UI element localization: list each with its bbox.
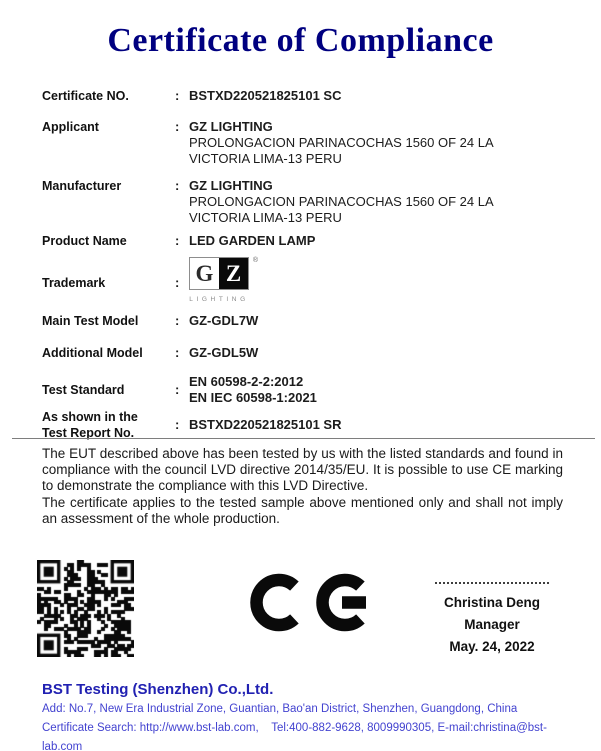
manufacturer-value: [189, 178, 562, 226]
certificate-title: Certificate of Compliance: [107, 22, 494, 59]
applicant-value: [189, 119, 562, 167]
gz-lighting-logo: [189, 257, 258, 308]
gz-logo-letter-g: G: [190, 258, 219, 289]
additional-model-label: Additional Model: [42, 346, 143, 360]
applicant-company: GZ LIGHTING: [189, 119, 273, 134]
gz-logo-box: [189, 257, 249, 290]
certificate-fields: [42, 88, 562, 441]
colon-separator: :: [175, 233, 180, 248]
gz-logo-subtext: LIGHTING: [189, 296, 249, 303]
field-row-trademark: [42, 257, 562, 308]
compliance-statement: [42, 446, 563, 527]
ce-mark-icon: [248, 571, 374, 634]
additional-model-value: GZ-GDL5W: [189, 345, 259, 360]
field-row-applicant: [42, 119, 562, 167]
test-report-no-value: BSTXD220521825101 SR: [189, 417, 342, 432]
trademark-value: [189, 257, 562, 308]
footer-company-name: BST Testing (Shenzhen) Co.,Ltd.: [42, 681, 274, 698]
main-test-model-value: GZ-GDL7W: [189, 313, 259, 328]
test-standard-line2: EN IEC 60598-1:2021: [189, 390, 317, 405]
trademark-label: Trademark: [42, 275, 106, 290]
colon-separator: :: [175, 88, 180, 103]
manufacturer-company: GZ LIGHTING: [189, 178, 273, 193]
issue-date: May. 24, 2022: [449, 639, 535, 654]
certificate-no-value: BSTXD220521825101 SC: [189, 88, 342, 103]
colon-separator: :: [175, 313, 180, 328]
product-name-value: LED GARDEN LAMP: [189, 233, 316, 248]
colon-separator: :: [175, 274, 180, 290]
qr-code-icon: [37, 560, 134, 657]
product-name-label: Product Name: [42, 234, 127, 248]
statement-paragraph-2: The certificate applies to the tested sample above mentioned only and shall not imply an assessment of the whole production.: [42, 494, 563, 526]
test-report-no-label-line2: Test Report No.: [42, 426, 135, 440]
separator-line: [12, 438, 595, 439]
signature-dotted-line: [435, 582, 549, 584]
test-standard-label: Test Standard: [42, 383, 125, 397]
certificate-no-label: Certificate NO.: [42, 89, 129, 103]
test-standard-value: [189, 374, 562, 406]
applicant-address-line1: PROLONGACION PARINACOCHAS 1560 OF 24 LA: [189, 135, 494, 150]
colon-separator: :: [175, 119, 180, 134]
colon-separator: :: [175, 345, 180, 360]
colon-separator: :: [175, 382, 180, 397]
manufacturer-label: Manufacturer: [42, 179, 122, 193]
footer-contact: Certificate Search: http://www.bst-lab.com, Tel:400-882-9628, 8009990305, E-mail:christina@bst-lab.com: [42, 722, 547, 751]
test-standard-line1: EN 60598-2-2:2012: [189, 374, 304, 389]
gz-logo-letter-z: Z: [219, 258, 248, 289]
signatory-title: Manager: [464, 617, 520, 632]
manufacturer-address-line2: VICTORIA LIMA-13 PERU: [189, 210, 342, 225]
test-report-no-label: [42, 409, 175, 441]
field-row-test-report-no: [42, 409, 562, 441]
main-test-model-label: Main Test Model: [42, 314, 139, 328]
field-row-certificate-no: [42, 88, 562, 104]
manufacturer-address-line1: PROLONGACION PARINACOCHAS 1560 OF 24 LA: [189, 194, 494, 209]
test-report-no-label-line1: As shown in the: [42, 410, 138, 424]
field-row-test-standard: [42, 374, 562, 406]
colon-separator: :: [175, 178, 180, 193]
applicant-address-line2: VICTORIA LIMA-13 PERU: [189, 151, 342, 166]
colon-separator: :: [175, 417, 180, 432]
registered-trademark-icon: ®: [252, 257, 258, 264]
footer: [42, 680, 581, 751]
statement-paragraph-1: The EUT described above has been tested by us with the listed standards and found in compliance with the council LVD directive 2014/35/EU. It is possible to use CE marking to demonstrate the compliance with this LVD Directive.: [42, 446, 563, 494]
signature-block: [417, 582, 567, 658]
field-row-product-name: [42, 233, 562, 249]
signatory-name: Christina Deng: [443, 595, 540, 610]
field-row-manufacturer: [42, 178, 562, 226]
footer-address: Add: No.7, New Era Industrial Zone, Guantian, Bao'an District, Shenzhen, Guangdong, China: [42, 703, 518, 715]
applicant-label: Applicant: [42, 120, 99, 134]
field-row-main-test-model: [42, 313, 562, 329]
field-row-additional-model: [42, 345, 562, 361]
